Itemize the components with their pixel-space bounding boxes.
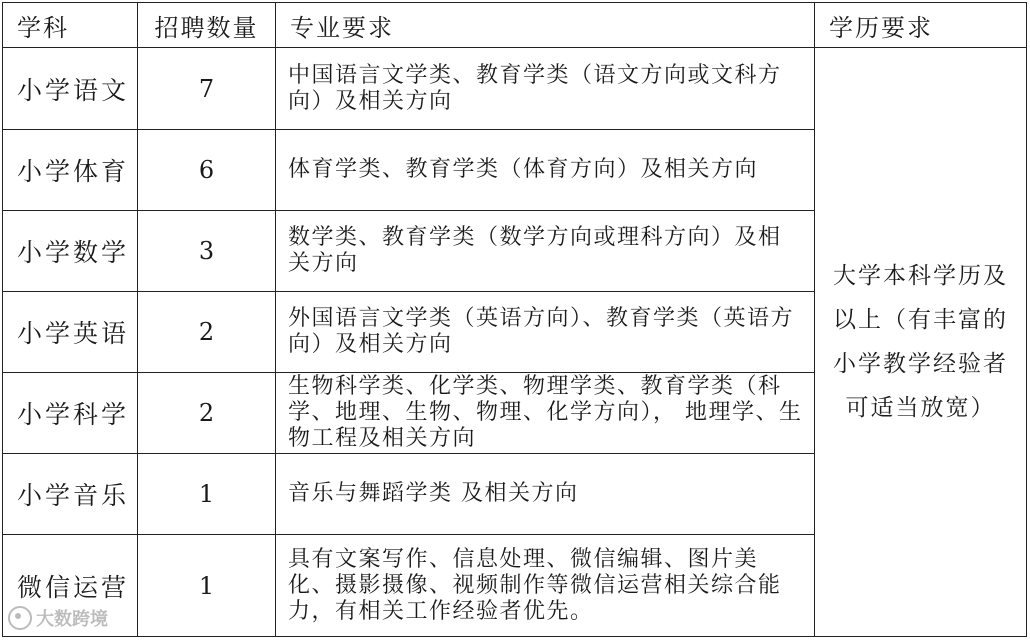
subject-cell: 小学数学: [3, 211, 138, 292]
major-cell: 外国语言文学类（英语方向）、教育学类（英语方向）及相关方向: [276, 292, 815, 373]
count-cell: 1: [138, 454, 276, 535]
subject-cell: 微信运营: [3, 535, 138, 637]
education-cell: 大学本科学历及以上（有丰富的小学教学经验者可适当放宽）: [815, 48, 1027, 637]
count-cell: 3: [138, 211, 276, 292]
subject-cell: 小学语文: [3, 48, 138, 130]
major-cell: 生物科学类、化学类、物理学类、教育学类（科学、地理、生物、物理、化学方向）， 地理学、生物工程及相关方向: [276, 373, 815, 454]
major-cell: 音乐与舞蹈学类 及相关方向: [276, 454, 815, 535]
subject-cell: 小学英语: [3, 292, 138, 373]
subject-cell: 小学科学: [3, 373, 138, 454]
subject-cell: 小学音乐: [3, 454, 138, 535]
header-row: [3, 3, 1027, 48]
recruitment-table: [2, 2, 1027, 637]
table-row: [3, 48, 1027, 130]
watermark-logo-icon: [8, 606, 32, 630]
count-cell: 2: [138, 292, 276, 373]
count-cell: 1: [138, 535, 276, 637]
header-education: 学历要求: [815, 3, 1027, 48]
header-major: 专业要求: [276, 3, 815, 48]
watermark-text: 大数跨境: [36, 609, 108, 630]
count-cell: 6: [138, 130, 276, 211]
major-cell: 数学类、教育学类（数学方向或理科方向）及相关方向: [276, 211, 815, 292]
count-cell: 7: [138, 48, 276, 130]
subject-cell: 小学体育: [3, 130, 138, 211]
header-count: 招聘数量: [138, 3, 276, 48]
major-cell: 体育学类、教育学类（体育方向）及相关方向: [276, 130, 815, 211]
major-cell: 中国语言文学类、教育学类（语文方向或文科方向）及相关方向: [276, 48, 815, 130]
watermark: [8, 605, 108, 631]
header-subject: 学科: [3, 3, 138, 48]
count-cell: 2: [138, 373, 276, 454]
major-cell: 具有文案写作、信息处理、微信编辑、图片美化、摄影摄像、视频制作等微信运营相关综合能力，有相关工作经验者优先。: [276, 535, 815, 637]
